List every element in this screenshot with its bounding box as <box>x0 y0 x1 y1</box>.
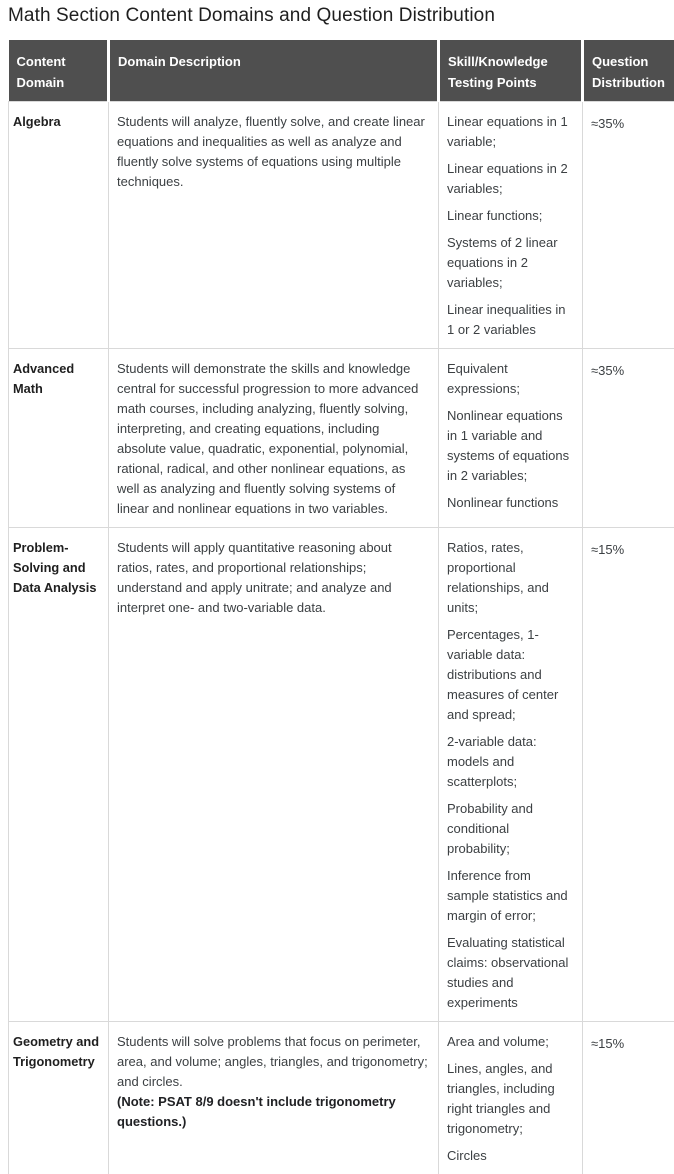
skills-cell <box>439 1022 583 1174</box>
skills-cell <box>439 528 583 1022</box>
table-row <box>9 102 674 349</box>
skill-item: Circles <box>447 1146 574 1166</box>
skill-item: Inference from sample statistics and margin of error; <box>447 866 574 926</box>
distribution-cell: ≈15% <box>583 1022 674 1174</box>
description-cell <box>109 528 439 1022</box>
skill-item: Probability and conditional probability; <box>447 799 574 859</box>
skill-item: Linear equations in 2 variables; <box>447 159 574 199</box>
skill-item: Lines, angles, and triangles, including right triangles and trigonometry; <box>447 1059 574 1139</box>
table-row <box>9 1022 674 1174</box>
header-skill-knowledge: Skill/Knowledge Testing Points <box>439 40 583 102</box>
description-paragraph: Students will demonstrate the skills and knowledge central for successful progression to more advanced math courses, including analyzing, fluently solving, interpreting, and creating equations, including absolute value, quadratic, exponential, polynomial, rational, radical, and other nonlinear equations, as well as analyzing and fluently solving systems of linear and nonlinear equations in two variables. <box>117 359 430 519</box>
skill-item: Systems of 2 linear equations in 2 variables; <box>447 233 574 293</box>
table-body <box>9 102 674 1174</box>
distribution-cell: ≈15% <box>583 528 674 1022</box>
description-paragraph: Students will solve problems that focus on perimeter, area, and volume; angles, triangles, and trigonometry; and circles. <box>117 1032 430 1092</box>
table-row <box>9 528 674 1022</box>
domain-cell: Algebra <box>9 102 109 349</box>
header-domain-description: Domain Description <box>109 40 439 102</box>
skill-item: 2-variable data: models and scatterplots; <box>447 732 574 792</box>
table-row <box>9 349 674 528</box>
skill-item: Percentages, 1-variable data: distributions and measures of center and spread; <box>447 625 574 725</box>
skill-item: Ratios, rates, proportional relationships, and units; <box>447 538 574 618</box>
table-header <box>9 40 674 102</box>
description-paragraph: (Note: PSAT 8/9 doesn't include trigonometry questions.) <box>117 1092 430 1132</box>
domain-cell: Advanced Math <box>9 349 109 528</box>
page-title: Math Section Content Domains and Question Distribution <box>8 5 674 27</box>
description-cell <box>109 102 439 349</box>
content-domains-table <box>8 40 674 1174</box>
distribution-cell: ≈35% <box>583 102 674 349</box>
skills-cell <box>439 102 583 349</box>
skill-item: Nonlinear functions <box>447 493 574 513</box>
skill-item: Linear equations in 1 variable; <box>447 112 574 152</box>
skills-cell <box>439 349 583 528</box>
description-cell <box>109 349 439 528</box>
skill-item: Equivalent expressions; <box>447 359 574 399</box>
skill-item: Nonlinear equations in 1 variable and systems of equations in 2 variables; <box>447 406 574 486</box>
domain-cell: Geometry and Trigonometry <box>9 1022 109 1174</box>
skill-item: Linear inequalities in 1 or 2 variables <box>447 300 574 340</box>
description-paragraph: Students will apply quantitative reasoning about ratios, rates, and proportional relationships; understand and apply unitrate; and analyze and interpret one- and two-variable data. <box>117 538 430 618</box>
skill-item: Area and volume; <box>447 1032 574 1052</box>
distribution-cell: ≈35% <box>583 349 674 528</box>
skill-item: Evaluating statistical claims: observational studies and experiments <box>447 933 574 1013</box>
skill-item: Linear functions; <box>447 206 574 226</box>
description-paragraph: Students will analyze, fluently solve, and create linear equations and inequalities as well as analyze and fluently solve systems of equations using multiple techniques. <box>117 112 430 192</box>
description-cell <box>109 1022 439 1174</box>
header-question-distribution: Question Distribution <box>583 40 674 102</box>
domain-cell: Problem-Solving and Data Analysis <box>9 528 109 1022</box>
header-content-domain: Content Domain <box>9 40 109 102</box>
